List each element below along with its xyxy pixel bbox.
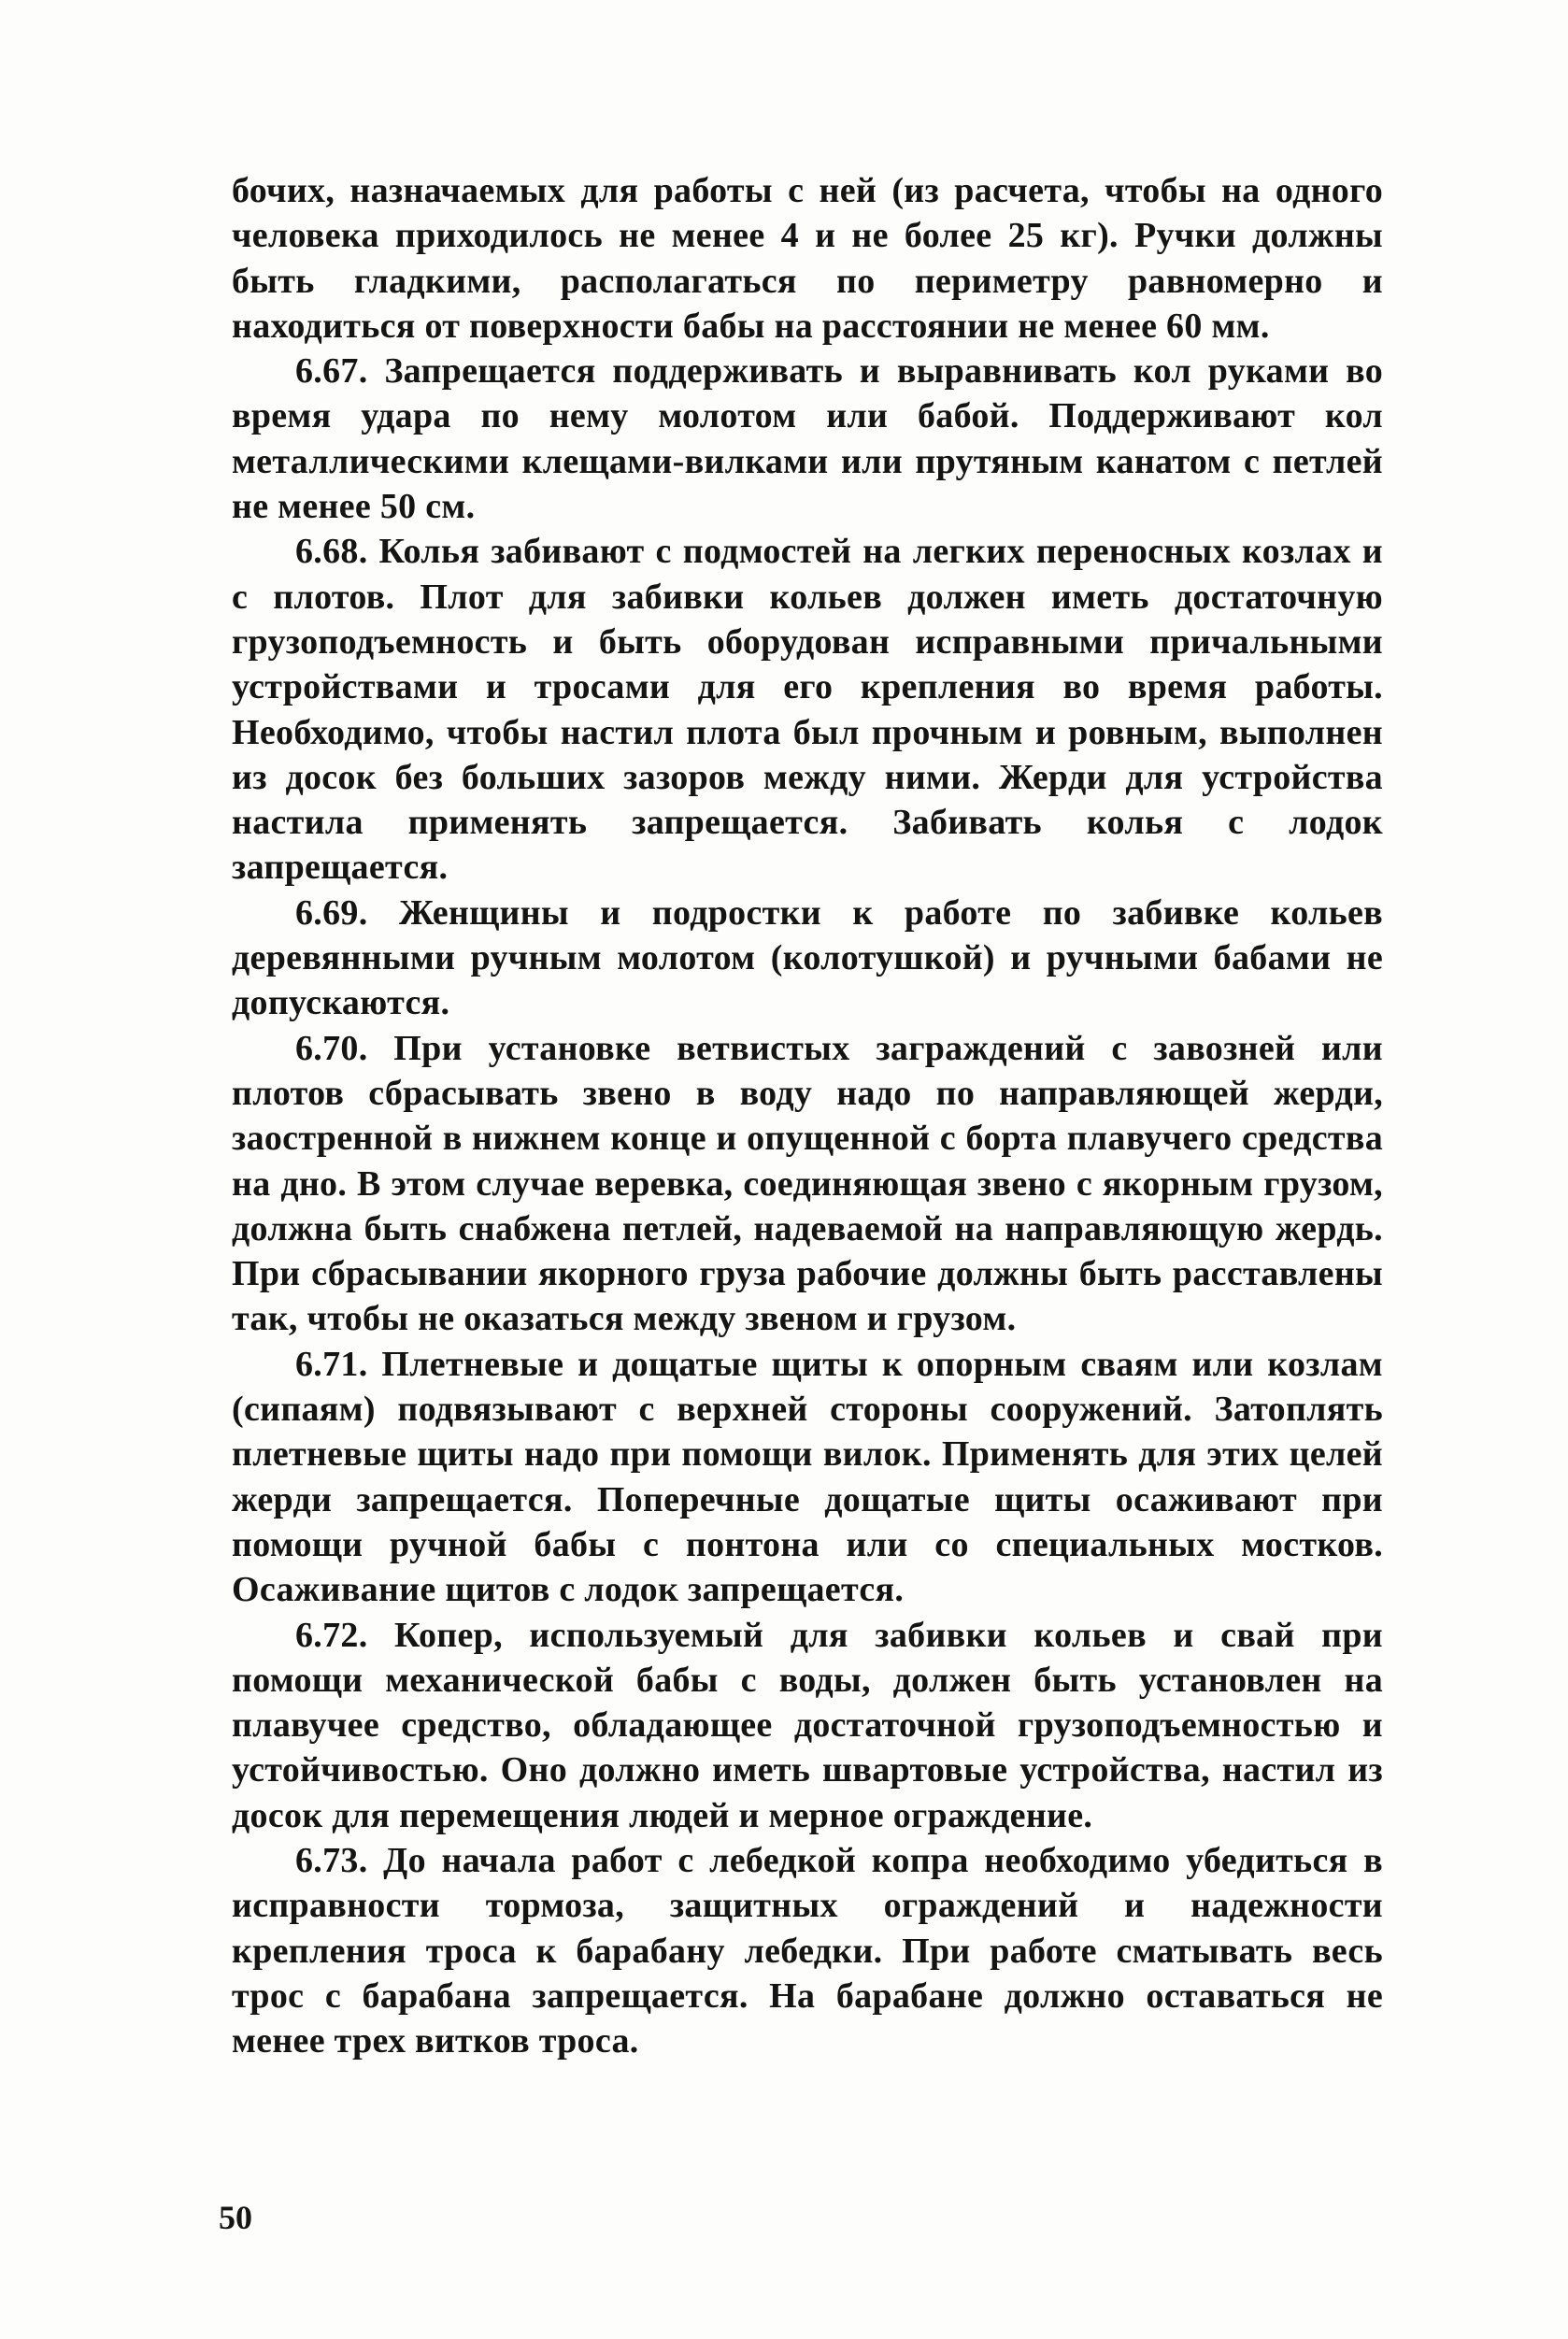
paragraph-number: 6.70. xyxy=(295,1028,368,1068)
page-number: 50 xyxy=(219,2199,252,2236)
paragraph-text: Запрещается поддерживать и выравнивать кол руками во время удара по нему молотом или бабой. Поддерживают кол металлическими клещами-вилками или прутяным канатом с петлей не менее 50 см. xyxy=(232,351,1383,527)
paragraph-text: Колья забивают с подмостей на легких переносных козлах и с плотов. Плот для забивки кольев должен иметь достаточную грузоподъемность и быть оборудован исправными причальными устройствами и тросами для его крепления во время работы. Необходимо, чтобы настил плота был прочным и ровным, выполнен из досок без больших зазоров между ними. Жерди для устройства настила применять запрещается. Забивать колья с лодок запрещается. xyxy=(232,532,1383,888)
paragraph-text: Плетневые и дощатые щиты к опорным сваям или козлам (сипаям) подвязывают с верхней стороны сооружений. Затоплять плетневые щиты надо при помощи вилок. Применять для этих целей жерди запрещается. Поперечные дощатые щиты осаживают при помощи ручной бабы с понтона или со специальных мостков. Осаживание щитов с лодок запрещается. xyxy=(232,1344,1383,1610)
paragraph-6-68 xyxy=(232,529,1383,890)
paragraph-text: Женщины и подростки к работе по забивке кольев деревянными ручным молотом (колотушкой) и ручными бабами не допускаются. xyxy=(232,892,1383,1023)
paragraph-text: бочих, назначаемых для работы с ней (из расчета, чтобы на одного человека приходилось не менее 4 и не более 25 кг). Ручки должны быть гладкими, располагаться по периметру равномерно и находиться от поверхности бабы на расстоянии не менее 60 мм. xyxy=(232,171,1383,346)
paragraph-number: 6.71. xyxy=(295,1344,368,1384)
paragraph-6-72 xyxy=(232,1613,1383,1838)
body-text xyxy=(232,168,1383,2063)
paragraph-6-71 xyxy=(232,1342,1383,1613)
paragraph-6-70 xyxy=(232,1026,1383,1342)
paragraph-text: При установке ветвистых заграждений с завозней или плотов сбрасывать звено в воду надо по направляющей жерди, заостренной в нижнем конце и опущенной с борта плавучего средства на дно. В этом случае веревка, соединяющая звено с якорным грузом, должна быть снабжена петлей, надеваемой на направляющую жердь. При сбрасывании якорного груза рабочие должны быть расставлены так, чтобы не оказаться между звеном и грузом. xyxy=(232,1028,1383,1339)
paragraph-number: 6.67. xyxy=(295,351,368,392)
paragraph-number: 6.69. xyxy=(295,892,368,933)
paragraph-number: 6.72. xyxy=(295,1615,368,1655)
paragraph-text: До начала работ с лебедкой копра необходимо убедиться в исправности тормоза, защитных ограждений и надежности крепления троса к барабану лебедки. При работе сматывать весь трос с барабана запрещается. На барабане должно оставаться не менее трех витков троса. xyxy=(232,1840,1383,2061)
paragraph-6-67 xyxy=(232,349,1383,529)
paragraph-6-73 xyxy=(232,1838,1383,2063)
paragraph-number: 6.68. xyxy=(295,532,368,572)
paragraph-text: Копер, используемый для забивки кольев и свай при помощи механической бабы с воды, должен быть установлен на плавучее средство, обладающее достаточной грузоподъемностью и устойчивостью. Оно должно иметь швартовые устройства, настил из досок для перемещения людей и мерное ограждение. xyxy=(232,1615,1383,1835)
paragraph-number: 6.73. xyxy=(295,1840,368,1880)
paragraph-continuation xyxy=(232,168,1383,349)
paragraph-6-69 xyxy=(232,891,1383,1026)
